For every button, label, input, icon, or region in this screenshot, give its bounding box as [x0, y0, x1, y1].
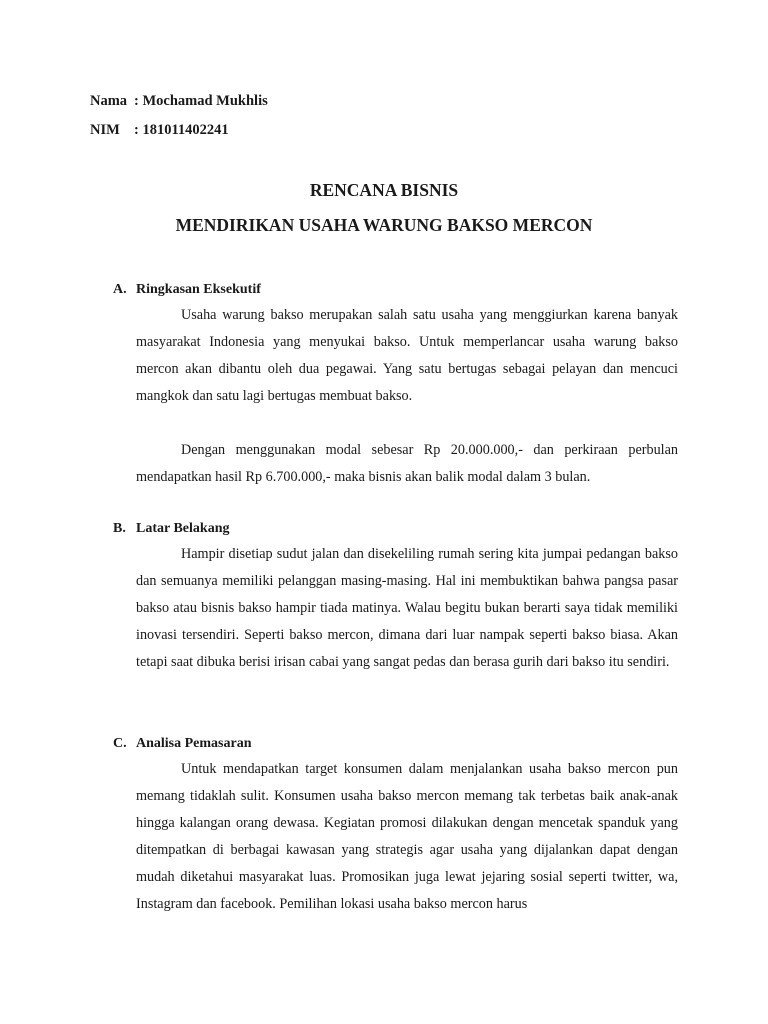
section-b-letter: B.	[113, 521, 126, 536]
nim-line	[90, 122, 229, 139]
section-c-title: Analisa Pemasaran	[136, 736, 252, 751]
section-c-heading	[113, 736, 252, 752]
section-c-paragraph-1	[136, 756, 678, 918]
nim-value: : 181011402241	[134, 122, 229, 138]
paragraph-text: Usaha warung bakso merupakan salah satu usaha yang menggiurkan karena banyak masyarakat Indonesia yang menyukai bakso. Untuk memperlancar usaha warung bakso mercon akan dibantu oleh dua pegawai. Yang satu bertugas sebagai pelayan dan mencuci mangkok dan satu lagi bertugas membuat bakso.	[136, 307, 678, 404]
name-value: : Mochamad Mukhlis	[134, 93, 268, 109]
name-label: Nama	[90, 93, 128, 109]
section-a-heading	[113, 282, 261, 298]
nim-label: NIM	[90, 122, 120, 138]
section-b-title: Latar Belakang	[136, 521, 230, 536]
name-line	[90, 93, 268, 110]
section-a-letter: A.	[113, 282, 127, 297]
section-a-paragraph-2	[136, 437, 678, 491]
paragraph-text: Dengan menggunakan modal sebesar Rp 20.000.000,- dan perkiraan perbulan mendapatkan hasil Rp 6.700.000,- maka bisnis akan balik modal dalam 3 bulan.	[136, 442, 678, 485]
document-subtitle: MENDIRIKAN USAHA WARUNG BAKSO MERCON	[175, 215, 593, 235]
section-a-title: Ringkasan Eksekutif	[136, 282, 261, 297]
section-b-heading	[113, 521, 229, 537]
section-b-paragraph-1	[136, 541, 678, 676]
document-title: RENCANA BISNIS	[309, 180, 459, 200]
section-a-paragraph-1	[136, 302, 678, 410]
section-c-letter: C.	[113, 736, 127, 751]
paragraph-text: Untuk mendapatkan target konsumen dalam menjalankan usaha bakso mercon pun memang tidaklah sulit. Konsumen usaha bakso mercon memang tak terbetas baik anak-anak hingga kalangan orang dewasa. Kegiatan promosi dilakukan dengan mencetak spanduk yang ditempatkan di berbagai kawasan yang strategis agar usaha yang dijalankan dapat dengan mudah diketahui masyarakat luas. Promosikan juga lewat jejaring sosial seperti twitter, wa, Instagram dan facebook. Pemilihan lokasi usaha bakso mercon harus	[136, 761, 678, 912]
paragraph-text: Hampir disetiap sudut jalan dan disekeliling rumah sering kita jumpai pedangan bakso dan semuanya memiliki pelanggan masing-masing. Hal ini membuktikan bahwa pangsa pasar bakso atau bisnis bakso hampir tiada matinya. Walau begitu bukan berarti saya tidak memiliki inovasi tersendiri. Seperti bakso mercon, dimana dari luar nampak seperti bakso biasa. Akan tetapi saat dibuka berisi irisan cabai yang sangat pedas dan berasa gurih dari bakso itu sendiri.	[136, 546, 678, 670]
